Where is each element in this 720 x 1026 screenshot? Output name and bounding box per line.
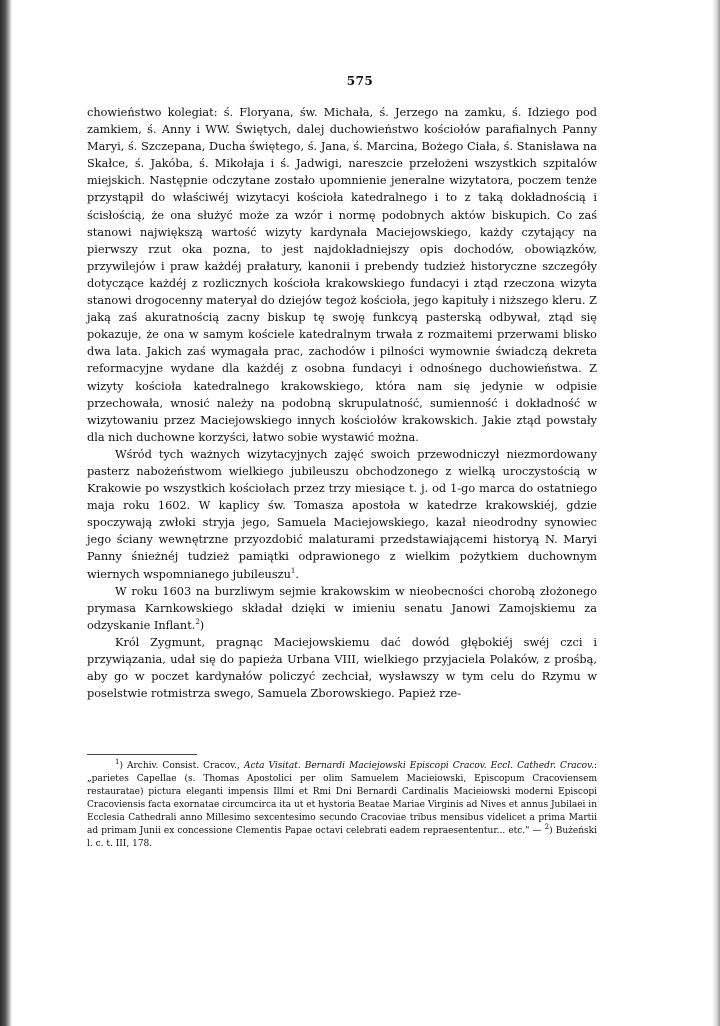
paragraph-2-text: Wśród tych ważnych wizytacyjnych zajęć swoich przewodniczył niezmordowany pasterz nabożeństwom wielkiego jubileuszu obchodzonego z wielką uroczystością w Krakowie po wszystkich kościołach przez trzy miesiące t. j. od 1-go marca do ostatniego maja roku 1602. W kaplicy św. Tomasza apostoła w katedrze krakowskiéj, gdzie spoczywają zwłoki stryja jego, Samuela Maciejowskiego, kazał nieodrodny synowiec jego ściany wewnętrzne przyozdobić malaturami przedstawiającemi historyą N. Maryi Panny śnieżnéj tudzież pamiątki odprawionego z wielkim pożytkiem duchownym wiernych wspomnianego jubileuszu [87, 447, 597, 581]
footnote-1-marker: 1 [115, 758, 120, 766]
scan-left-edge [0, 0, 12, 1026]
paragraph-2-tail: . [295, 567, 299, 581]
page-number: 575 [346, 74, 374, 88]
scan-right-edge [712, 0, 720, 1026]
paragraph-2 [87, 446, 597, 583]
footnote-2-marker: 2 [544, 823, 550, 831]
footnote-2-text: ) Bużeński l. c. t. III, 178. [87, 826, 597, 849]
footnote-ref-1: 1 [290, 566, 296, 575]
footnote-1-title: Acta Visitat. Bernardi Maciejowski Episcopi Cracov. Eccl. Cathedr. Cracov. [243, 761, 594, 771]
footnotes [87, 760, 597, 851]
footnote-divider [87, 754, 197, 755]
footnote-1 [87, 760, 597, 851]
paragraph-4: Król Zygmunt, pragnąc Maciejowskiemu dać dowód głębokiéj swéj czci i przywiązania, udał się do papieża Urbana VIII, wielkiego przyjaciela Polaków, z prośbą, aby go w poczet kardynałów policzyć zechciał, wysławszy w tym celu do Rzymu w poselstwie rotmistrza swego, Samuela Zborowskiego. Papież rze- [87, 635, 597, 701]
footnote-1-text: : „parietes Capellae (s. Thomas Apostolici per olim Samuelem Macieiowski, Episcopum Cracoviensem restauratae) pictura eleganti impensis Illmi et Rmi Dni Bernardi Cardinalis Macieiowski moderni Episcopi Cracoviensis facta exornatae circumcirca ita ut et hystoria Beatae Mariae Virginis ad Nives et annus Jubilaei in Ecclesia Cathedrali anno Millesimo sexcentesimo secundo Cracoviae tribus mensibus videlicet a prima Martii ad primam Junii ex concessione Clementis Papae octavi celebrati eadem repraesententur... etc." — [87, 761, 597, 836]
paragraph-3-text: W roku 1603 na burzliwym sejmie krakowskim w nieobecności chorobą złożonego prymasa Karnkowskiego składał dzięki w imieniu senatu Janowi Zamojskiemu za odzyskanie Inflant. [87, 584, 597, 632]
body-text [87, 104, 597, 702]
footnote-1-lead: ) Archiv. Consist. Cracov., [119, 761, 240, 771]
footnote-ref-2: 2 [195, 618, 200, 627]
paragraph-3-tail: ) [199, 618, 205, 632]
paragraph-1: chowieństwo kolegiat: ś. Floryana, św. Michała, ś. Jerzego na zamku, ś. Idziego pod zamkiem, ś. Anny i WW. Świętych, dalej duchowieństwo kościołów parafialnych Panny Maryi, ś. Szczepana, Ducha świętego, ś. Jana, ś. Marcina, Bożego Ciała, ś. Stanisława na Skałce, ś. Jakóba, ś. Mikołaja i ś. Jadwigi, nareszcie przełożeni wszystkich szpitalów miejskich. Następnie odczytane zostało upomnienie jeneralne wizytatora, poczem tenże przystąpił do właściwéj wizytacyi kościoła katedralnego i to z taką dokładnością i ścisłością, że ona służyć może za wzór i normę podobnych aktów biskupich. Co zaś stanowi największą wartość wizyty kardynała Maciejowskiego, każdy czytający na pierwszy rzut oka pozna, to jest najdokładniejszy opis dochodów, obowiązków, przywilejów i praw każdéj prałatury, kanonii i prebendy tudzież historyczne szczegóły dotyczące każdéj z rozlicznych kościoła krakowskiego fundacyi i ztąd rzeczona wizyta stanowi drogocenny materyał do dziejów tegoż kościoła, jego kapituły i niższego kleru. Z jaką zaś akuratnością zacny biskup tę swoję funkcyą pasterską odbywał, ztąd się pokazuje, że ona w samym kościele katedralnym trwała z rozmaitemi przerwami blisko dwa lata. Jakich zaś wymagała prac, zachodów i pilności wymownie świadczą dekreta reformacyjne wydane dla każdéj z osobna fundacyi i odnośnego duchowieństwa. Z wizyty kościoła katedralnego krakowskiego, która nam się jedynie w odpisie przechowała, wnosić należy na podobną skrupulatność, sumienność i dokładność w wizytowaniu przez Maciejowskiego innych kościołów krakowskich. Jakie ztąd powstały dla nich duchowne korzyści, łatwo sobie wystawić można. [87, 106, 597, 444]
paragraph-3 [87, 583, 597, 634]
